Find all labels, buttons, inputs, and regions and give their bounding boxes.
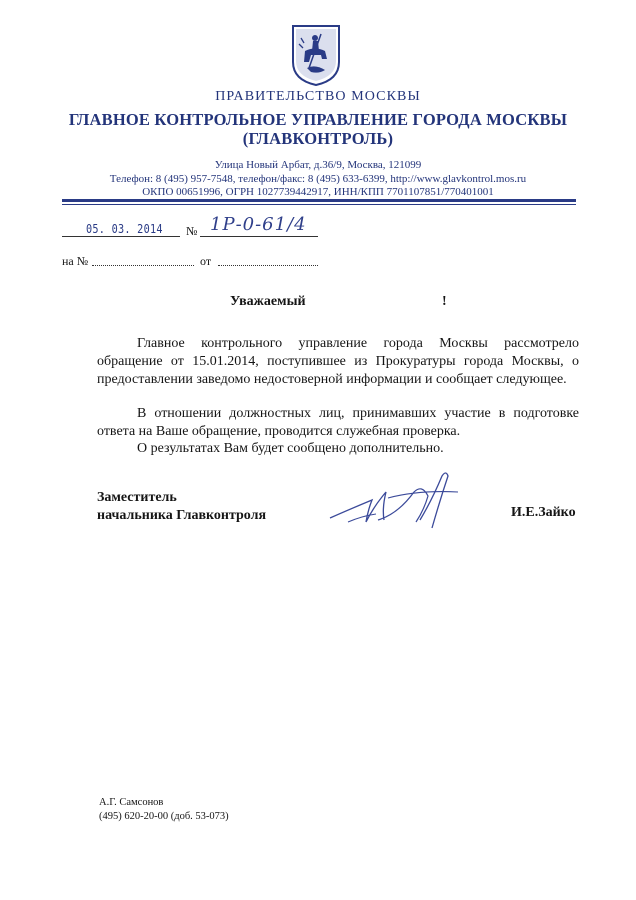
outgoing-number: 1Р-0-61/4 [210,214,307,235]
department-name: ГЛАВНОЕ КОНТРОЛЬНОЕ УПРАВЛЕНИЕ ГОРОДА МОСКВЫ [68,110,568,129]
reply-to-number-label: на № [62,254,89,268]
registry-line: ОКПО 00651996, ОГРН 1027739442917, ИНН/КПП 7701107851/770401001 [142,186,494,198]
signatory-title-line-2: начальника Главконтроля [97,508,267,523]
executor-phone: (495) 620-20-00 (доб. 53-073) [99,811,229,822]
date-underline [62,236,180,237]
letter-paragraph-2: В отношении должностных лиц, принимавших участие в подготовке ответа на Ваше обращение, проводится служебная проверка. [97,406,579,439]
salutation-end: ! [442,294,447,309]
reply-to-date-field [218,265,318,266]
header-divider-thick [62,199,576,202]
number-underline [200,236,318,237]
signatory-title [97,489,266,525]
letter-paragraph-1: Главное контрольного управление города Москвы рассмотрело обращение от 15.01.2014, поступившее из Прокуратуры города Москвы, о предоставлении заведомо недостоверной информации и сообщает следующее. [97,336,579,387]
moscow-coat-of-arms-icon [291,24,341,86]
outgoing-date: 05. 03. 2014 [86,222,163,236]
reply-to-number-field [92,265,194,266]
contacts-line: Телефон: 8 (495) 957-7548, телефон/факс: 8 (495) 633-6399, http://www.glavkontrol.mos.ru [109,173,527,185]
salutation: Уважаемый [230,294,306,309]
department-short-name: (ГЛАВКОНТРОЛЬ) [242,129,394,148]
number-label: № [186,224,198,238]
header-divider-thin [62,204,576,205]
handwritten-signature [328,470,468,530]
letter-paragraph-3: О результатах Вам будет сообщено дополнительно. [137,441,444,456]
signatory-title-line-1: Заместитель [97,490,177,505]
executor-name: А.Г. Самсонов [99,797,164,808]
reply-to-date-label: от [200,254,212,268]
executor-block [99,796,229,824]
address-line: Улица Новый Арбат, д.36/9, Москва, 121099 [214,159,422,171]
signatory-name: И.Е.Зайко [511,505,576,520]
government-name: ПРАВИТЕЛЬСТВО МОСКВЫ [215,89,421,104]
